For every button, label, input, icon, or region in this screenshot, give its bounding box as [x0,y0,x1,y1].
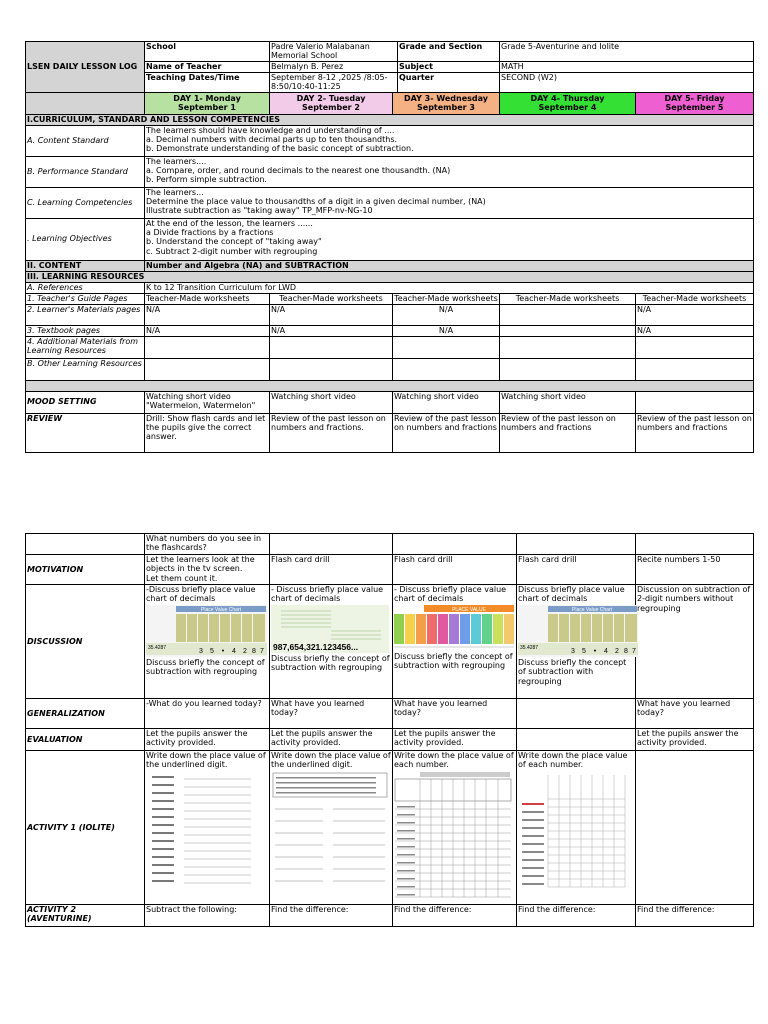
place-value-chart-image [146,605,267,657]
review-day-3: Review of the past lesson on numbers and fractions [393,413,500,452]
generalization-day-1: -What do you learned today? [145,699,270,729]
activity-1-day-3-text: Write down the place value of each number. [394,751,514,770]
day-3-header: DAY 3- Wednesday September 3 [393,92,500,114]
discussion-day-2-bottom: Discuss briefly the concept of subtraction with regrouping [271,653,390,673]
motivation-day-3: Flash card drill [393,555,517,585]
discussion-day-4-bottom: Discuss briefly the concept of subtraction with regrouping [518,657,627,686]
activity-2-day-5: Find the difference: [636,905,754,927]
teachers-guide-day-5: Teacher-Made worksheets [636,293,754,304]
flashcards-question: What numbers do you see in the flashcards? [145,534,270,555]
learners-day-2: N/A [270,304,393,325]
place-value-diagram-image [271,605,389,653]
divider-row [26,380,754,391]
activity-1-day-4 [517,751,636,905]
mood-day-3: Watching short video [393,391,500,413]
mood-day-2: Watching short video [270,391,393,413]
discussion-day-1-bottom: Discuss briefly the concept of subtraction with regrouping [146,657,265,677]
mood-setting-label: MOOD SETTING [26,391,145,413]
decimal-place-value-chart-image [394,771,512,899]
chart-digit: • [221,647,225,655]
mood-day-1: Watching short video "Watermelon, Watermelon" [145,391,270,413]
teacher-value: Belmalyn B. Perez [270,61,398,72]
textbook-day-5: N/A [636,325,754,336]
generalization-day-5: What have you learned today? [636,699,754,729]
performance-standard-label: B. Performance Standard [26,156,145,187]
place-value-chart-image-2 [518,605,638,657]
lesson-log-table-1 [25,41,754,453]
motivation-day-5: Recite numbers 1-50 [636,555,754,585]
section-resources: III. LEARNING RESOURCES [26,271,754,282]
chart-digit: 7 [260,647,264,655]
evaluation-day-3: Let the pupils answer the activity provided. [393,729,517,751]
generalization-day-3: What have you learned today? [393,699,517,729]
teacher-label: Name of Teacher [145,61,270,72]
activity-1-day-3 [393,751,517,905]
generalization-day-2: What have you learned today? [270,699,393,729]
chart-digit: 8 [252,647,256,655]
discussion-label: DISCUSSION [26,585,145,699]
activity-2-label: ACTIVITY 2 (AVENTURINE) [26,905,145,927]
review-day-5: Review of the past lesson on numbers and fractions [636,413,754,452]
log-title: LSEN DAILY LESSON LOG [26,42,145,93]
review-label: REVIEW [26,413,145,452]
learners-day-1: N/A [145,304,270,325]
activity-1-label: ACTIVITY 1 (IOLITE) [26,751,145,905]
textbook-label: 3. Textbook pages [26,325,145,336]
discussion-day-5: Discussion on subtraction of 2-digit numbers without regrouping [636,585,754,699]
activity-1-day-2-text: Write down the place value of the underlined digit. [271,751,391,770]
textbook-day-1: N/A [145,325,270,336]
quarter-label: Quarter [398,72,500,92]
learners-materials-label: 2. Learner's Materials pages [26,304,145,325]
discussion-day-1-top: -Discuss briefly place value chart of decimals [146,585,256,604]
chart-number-2: 35.4287 [520,644,539,651]
day-header-spacer [26,92,145,114]
mood-day-4: Watching short video [500,391,636,413]
chart-digit: 4 [604,647,608,655]
other-resources-label: B. Other Learning Resources [26,358,145,380]
activity-1-day-4-text: Write down the place value of each number. [518,751,628,770]
chart-digit: 2 [243,647,247,655]
chart-digit: 5 [582,647,586,655]
discussion-day-2 [270,585,393,699]
textbook-day-3: N/A [393,325,500,336]
activity-1-day-2 [270,751,393,905]
discussion-day-3-top: - Discuss briefly place value chart of decimals [394,585,507,604]
textbook-day-2: N/A [270,325,393,336]
worksheet-image-2 [271,771,389,887]
discussion-day-3-bottom: Discuss briefly the concept of subtraction with regrouping [394,651,513,671]
motivation-day-1: Let the learners look at the objects in the tv screen. Let them count it. [145,555,270,585]
chart-number: 35.4287 [148,644,167,651]
activity-1-day-5 [636,751,754,905]
generalization-label: GENERALIZATION [26,699,145,729]
place-value-color-chart-image [394,605,514,651]
evaluation-label: EVALUATION [26,729,145,751]
discussion-day-1 [145,585,270,699]
activity-2-day-3: Find the difference: [393,905,517,927]
competencies-label: C. Learning Competencies [26,187,145,218]
day-1-header: DAY 1- Monday September 1 [145,92,270,114]
mood-day-5 [636,391,754,413]
content-standard-text: The learners should have knowledge and understanding of .... a. Decimal numbers with decimal parts up to ten thousandths. b. Demonstrate understanding of the basic concept of subtraction. [145,125,754,156]
content-standard-label: A. Content Standard [26,125,145,156]
teachers-guide-day-4: Teacher-Made worksheets [500,293,636,304]
chart-title-2: Place Value Chart [572,606,612,613]
teachers-guide-day-3: Teacher-Made worksheets [394,293,498,303]
activity-2-day-1: Subtract the following: [145,905,270,927]
grade-value: Grade 5-Aventurine and Iolite [500,42,754,62]
review-day-2: Review of the past lesson on numbers and fractions. [270,413,393,452]
chart-digit: 2 [615,647,619,655]
activity-2-day-2: Find the difference: [270,905,393,927]
learners-day-3: N/A [393,304,500,325]
place-value-worksheet-image [518,771,631,889]
evaluation-day-1: Let the pupils answer the activity provided. [145,729,270,751]
review-day-4: Review of the past lesson on numbers and fractions [500,413,636,452]
textbook-day-4 [500,325,636,336]
worksheet-image [146,771,256,887]
school-label: School [145,42,270,62]
content-value: Number and Algebra (NA) and SUBTRACTION [145,260,754,271]
dates-label: Teaching Dates/Time [145,72,270,92]
references-value: K to 12 Transition Curriculum for LWD [145,282,754,293]
discussion-day-2-top: - Discuss briefly place value chart of decimals [271,585,384,604]
day-4-header: DAY 4- Thursday September 4 [500,92,636,114]
objectives-text: At the end of the lesson, the learners ...... a Divide fractions by a fractions b. Understand the concept of "taking away" c. Subtract 2-digit number with regrouping [145,218,754,260]
section-content: II. CONTENT [26,260,145,271]
day-5-header: DAY 5- Friday September 5 [636,92,754,114]
discussion-day-4 [517,585,636,699]
chart-digit: 7 [632,647,636,655]
chart-digit: 3 [199,647,203,655]
chart-digit: 3 [571,647,575,655]
motivation-label: MOTIVATION [26,555,145,585]
big-number: 987,654,321.123456... [273,641,359,652]
evaluation-day-2: Let the pupils answer the activity provided. [270,729,393,751]
motivation-day-2: Flash card drill [270,555,393,585]
subject-label: Subject [398,61,500,72]
chart-digit: 5 [210,647,214,655]
quarter-value: SECOND (W2) [500,72,754,92]
performance-standard-text: The learners.... a. Compare, order, and round decimals to the nearest one thousandth. (NA) b. Perform simple subtraction. [145,156,754,187]
generalization-day-4 [517,699,636,729]
competencies-text: The learners... Determine the place value to thousandths of a digit in a given decimal number, (NA) Illustrate subtraction as "taking away" TP_MFP-nv-NG-10 [145,187,754,218]
chart-digit: • [593,647,597,655]
grade-label: Grade and Section [398,42,500,62]
school-value: Padre Valerio Malabanan Memorial School [270,42,398,62]
review-day-1: Drill: Show flash cards and let the pupils give the correct answer. [145,413,270,452]
pv-title: PLACE VALUE [452,606,486,613]
activity-2-day-4: Find the difference: [517,905,636,927]
objectives-label: . Learning Objectives [26,218,145,260]
learners-day-4 [500,304,636,325]
lesson-log-table-2 [25,533,754,927]
references-label: A. References [26,282,145,293]
activity-1-day-1 [145,751,270,905]
dates-value: September 8-12 ,2025 /8:05-8:50/10:40-11:25 [270,72,398,92]
learners-day-5: N/A [636,304,754,325]
chart-digit: 4 [232,647,236,655]
section-curriculum: I.CURRICULUM, STANDARD AND LESSON COMPETENCIES [26,114,754,125]
discussion-day-3 [393,585,517,699]
day-2-header: DAY 2- Tuesday September 2 [270,92,393,114]
evaluation-day-5: Let the pupils answer the activity provided. [636,729,754,751]
discussion-day-4-top: Discuss briefly place value chart of decimals [518,585,625,604]
evaluation-day-4 [517,729,636,751]
teachers-guide-day-1: Teacher-Made worksheets [145,293,270,304]
teachers-guide-day-2: Teacher-Made worksheets [270,293,393,304]
activity-1-day-1-text: Write down the place value of the underlined digit. [146,751,266,770]
chart-title: Place Value Chart [201,606,241,613]
additional-materials-label: 4. Additional Materials from Learning Resources [26,336,145,358]
subject-value: MATH [500,61,754,72]
chart-digit: 8 [624,647,628,655]
motivation-day-4: Flash card drill [517,555,636,585]
teachers-guide-label: 1. Teacher's Guide Pages [26,293,145,304]
